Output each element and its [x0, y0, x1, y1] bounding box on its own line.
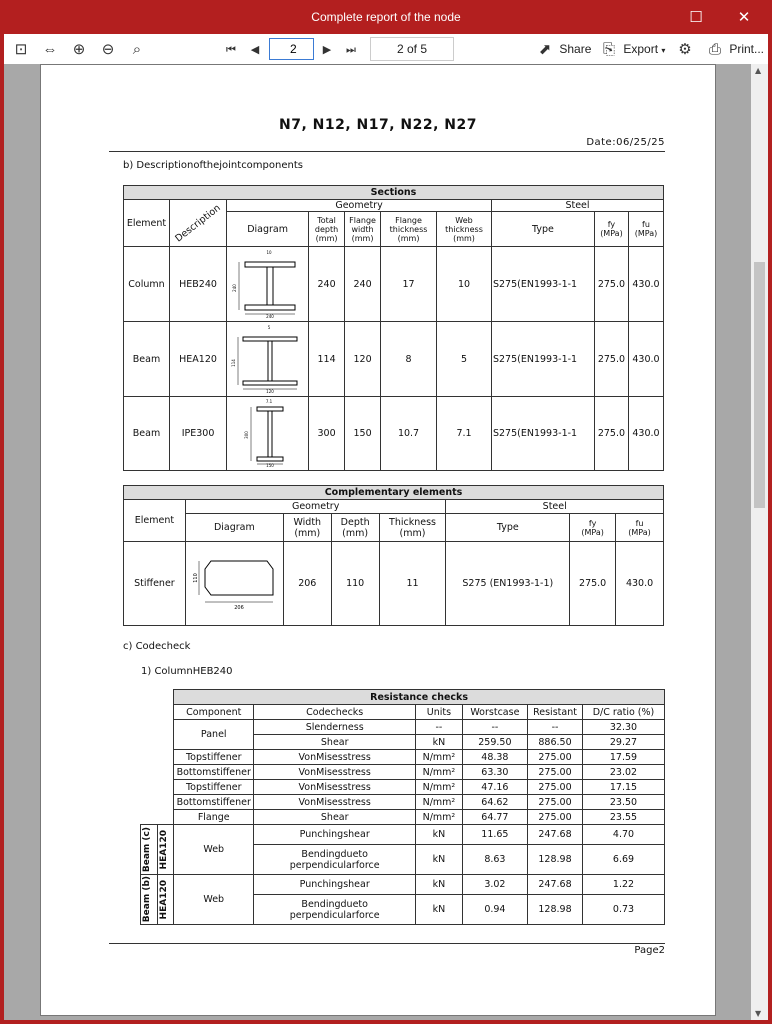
cell-units: N/mm² [416, 780, 463, 795]
col-dc-ratio: D/C ratio (%) [583, 705, 665, 720]
col-element: Element [124, 200, 170, 247]
col-units: Units [416, 705, 463, 720]
cell-component: Flange [174, 810, 254, 825]
col-fy: fy (MPa) [594, 212, 628, 247]
resistance-caption: Resistance checks [174, 690, 665, 705]
cell-component: Web [174, 875, 254, 925]
cell-fy: 275.0 [594, 322, 628, 397]
col-component: Component [174, 705, 254, 720]
cell-check: Shear [254, 810, 416, 825]
sections-table [123, 185, 664, 471]
col-depth: Depth (mm) [331, 514, 379, 542]
svg-text:150: 150 [265, 463, 274, 467]
subsection-heading: 1) ColumnHEB240 [141, 666, 233, 677]
cell-flange-thickness: 8 [381, 322, 437, 397]
share-button[interactable] [534, 37, 591, 61]
svg-text:120: 120 [265, 388, 274, 393]
group-label-beam-b: Beam (b) [141, 875, 158, 925]
col-total-depth: Total depth (mm) [309, 212, 345, 247]
hsection-diagram [227, 397, 309, 471]
table-row [124, 397, 664, 471]
svg-text:10: 10 [266, 249, 272, 255]
table-row [124, 247, 664, 322]
export-button[interactable] [598, 37, 665, 61]
cell-type: S275(EN1993-1-1 [491, 247, 594, 322]
cell-dc: 0.73 [583, 895, 665, 925]
col-description: Description [169, 200, 226, 247]
cell-total-depth: 240 [309, 247, 345, 322]
cell-component: Panel [174, 720, 254, 750]
export-label: Export [623, 42, 659, 56]
window-title: Complete report of the node [311, 10, 461, 24]
cell-resistant: 275.00 [528, 795, 583, 810]
cell-resistant: 886.50 [528, 735, 583, 750]
cell-resistant: 275.00 [528, 780, 583, 795]
cell-component: Topstiffener [174, 780, 254, 795]
table-row [141, 780, 665, 795]
cell-width: 206 [283, 542, 331, 626]
svg-text:7.1: 7.1 [265, 399, 272, 404]
cell-units: N/mm² [416, 765, 463, 780]
scroll-down-icon[interactable]: ▼ [755, 1009, 762, 1018]
report-date: Date:06/25/25 [586, 137, 665, 148]
table-row [141, 750, 665, 765]
zoom-select-icon[interactable]: ⌕ [132, 40, 142, 58]
cell-worst: 64.62 [462, 795, 527, 810]
section-c-heading: c) Codecheck [123, 641, 191, 652]
cell-type: S275(EN1993-1-1 [491, 397, 594, 471]
svg-text:300: 300 [243, 431, 249, 439]
cell-check: Bendingdueto perpendicularforce [254, 895, 416, 925]
hsection-diagram [227, 247, 309, 322]
vertical-scrollbar[interactable] [751, 64, 768, 1020]
cell-check: VonMisesstress [254, 765, 416, 780]
svg-text:114: 114 [230, 358, 236, 367]
cell-units: kN [416, 895, 463, 925]
cell-resistant: 247.68 [528, 825, 583, 845]
col-fu: fu (MPa) [616, 514, 664, 542]
cell-depth: 110 [331, 542, 379, 626]
cell-resistant: 128.98 [528, 845, 583, 875]
cell-total-depth: 114 [309, 322, 345, 397]
cell-element: Column [124, 247, 170, 322]
report-title: N7, N12, N17, N22, N27 [278, 117, 478, 133]
group-label-beam-c: Beam (c) [141, 825, 158, 875]
cell-check: VonMisesstress [254, 780, 416, 795]
cell-web-thickness: 7.1 [437, 397, 492, 471]
print-label: Print... [729, 42, 765, 56]
table-row [141, 810, 665, 825]
cell-units: N/mm² [416, 795, 463, 810]
cell-web-thickness: 10 [437, 247, 492, 322]
cell-element: Beam [124, 322, 170, 397]
cell-check: Shear [254, 735, 416, 750]
cell-worst: 259.50 [462, 735, 527, 750]
cell-web-thickness: 5 [437, 322, 492, 397]
cell-flange-width: 240 [345, 247, 381, 322]
print-button[interactable] [704, 37, 764, 61]
col-flange-width: Flange width (mm) [345, 212, 381, 247]
cell-dc: 32.30 [583, 720, 665, 735]
cell-resistant: 275.00 [528, 750, 583, 765]
page-label: Page2 [634, 945, 665, 956]
cell-units: N/mm² [416, 750, 463, 765]
col-thickness: Thickness (mm) [379, 514, 446, 542]
cell-thickness: 11 [379, 542, 446, 626]
share-label: Share [559, 42, 592, 56]
col-type: Type [491, 212, 594, 247]
last-page-icon[interactable]: ⏭ [346, 43, 356, 56]
first-page-icon[interactable]: ⏮ [226, 43, 236, 56]
cell-worst: 8.63 [462, 845, 527, 875]
group-steel: Steel [446, 500, 664, 514]
share-icon: ⬈ [538, 40, 552, 58]
cell-check: VonMisesstress [254, 795, 416, 810]
next-page-icon[interactable]: ▶ [322, 43, 332, 56]
svg-text:110: 110 [193, 573, 200, 583]
previous-page-icon[interactable]: ◀ [250, 43, 260, 56]
cell-dc: 4.70 [583, 825, 665, 845]
header-divider [109, 151, 665, 152]
chevron-down-icon: ▾ [661, 46, 666, 55]
cell-dc: 23.02 [583, 765, 665, 780]
cell-flange-thickness: 17 [381, 247, 437, 322]
col-web-thickness: Web thickness (mm) [437, 212, 492, 247]
cell-dc: 1.22 [583, 875, 665, 895]
cell-fu: 430.0 [616, 542, 664, 626]
settings-icon[interactable]: ⚙ [678, 40, 692, 58]
cell-worst: 64.77 [462, 810, 527, 825]
cell-element: Beam [124, 397, 170, 471]
cell-check: Punchingshear [254, 825, 416, 845]
cell-resistant: 275.00 [528, 810, 583, 825]
col-width: Width (mm) [283, 514, 331, 542]
cell-resistant: -- [528, 720, 583, 735]
zoom-out-icon[interactable]: ⊖ [101, 40, 115, 58]
cell-flange-width: 150 [345, 397, 381, 471]
title-bar [0, 0, 772, 34]
table-row [141, 795, 665, 810]
complementary-table [123, 485, 664, 626]
col-fy: fy (MPa) [570, 514, 616, 542]
group-geometry: Geometry [185, 500, 446, 514]
cell-fy: 275.0 [570, 542, 616, 626]
cell-element: Stiffener [124, 542, 186, 626]
cell-resistant: 247.68 [528, 875, 583, 895]
toolbar [4, 34, 768, 64]
cell-fy: 275.0 [594, 397, 628, 471]
col-diagram: Diagram [227, 212, 309, 247]
close-icon[interactable]: ✕ [737, 8, 751, 26]
cell-check: VonMisesstress [254, 750, 416, 765]
cell-check: Bendingdueto perpendicularforce [254, 845, 416, 875]
maximize-icon[interactable]: ☐ [689, 8, 703, 26]
group-steel: Steel [491, 200, 663, 212]
cell-worst: 0.94 [462, 895, 527, 925]
cell-units: kN [416, 825, 463, 845]
cell-check: Slenderness [254, 720, 416, 735]
cell-resistant: 275.00 [528, 765, 583, 780]
cell-worst: 3.02 [462, 875, 527, 895]
cell-dc: 23.55 [583, 810, 665, 825]
cell-worst: 47.16 [462, 780, 527, 795]
zoom-in-icon[interactable]: ⊕ [72, 40, 86, 58]
fit-width-icon[interactable]: ⇔ [42, 40, 58, 58]
table-row [124, 322, 664, 397]
group-geometry: Geometry [227, 200, 492, 212]
col-resistant: Resistant [528, 705, 583, 720]
col-codechecks: Codechecks [254, 705, 416, 720]
cell-worst: 63.30 [462, 765, 527, 780]
cell-type: S275(EN1993-1-1 [491, 322, 594, 397]
svg-text:240: 240 [231, 283, 237, 292]
footer-divider [109, 943, 665, 944]
col-flange-thickness: Flange thickness (mm) [381, 212, 437, 247]
cell-units: N/mm² [416, 810, 463, 825]
cell-worst: -- [462, 720, 527, 735]
cell-description: HEB240 [169, 247, 226, 322]
cell-dc: 17.15 [583, 780, 665, 795]
cell-dc: 6.69 [583, 845, 665, 875]
col-type: Type [446, 514, 570, 542]
complementary-caption: Complementary elements [124, 486, 664, 500]
cell-total-depth: 300 [309, 397, 345, 471]
sections-caption: Sections [124, 186, 664, 200]
col-element: Element [124, 500, 186, 542]
svg-text:206: 206 [234, 605, 245, 611]
table-row: Beam (c) HEA120 Web Punchingshear kN 11.65 247.68 4.70 [141, 825, 665, 845]
hsection-diagram [227, 322, 309, 397]
cell-fu: 430.0 [628, 322, 663, 397]
cell-flange-thickness: 10.7 [381, 397, 437, 471]
cell-type: S275 (EN1993-1-1) [446, 542, 570, 626]
table-row [141, 720, 665, 735]
cell-flange-width: 120 [345, 322, 381, 397]
page-count: 2 of 5 [370, 37, 454, 61]
svg-text:5: 5 [267, 324, 270, 330]
cell-description: HEA120 [169, 322, 226, 397]
table-row: Beam (b) HEA120 Web Punchingshear kN 3.02 247.68 1.22 [141, 875, 665, 895]
stiffener-diagram [185, 542, 283, 626]
report-page [40, 64, 716, 1016]
cell-dc: 17.59 [583, 750, 665, 765]
export-icon: ⎘ [602, 40, 615, 58]
section-b-heading: b) Descriptionofthejointcomponents [123, 160, 303, 171]
cell-dc: 23.50 [583, 795, 665, 810]
col-diagram: Diagram [185, 514, 283, 542]
cell-component: Bottomstiffener [174, 795, 254, 810]
cell-description: IPE300 [169, 397, 226, 471]
cell-dc: 29.27 [583, 735, 665, 750]
col-fu: fu (MPa) [628, 212, 663, 247]
cell-check: Punchingshear [254, 875, 416, 895]
table-row [124, 542, 664, 626]
page-number-input[interactable] [269, 38, 314, 60]
cell-worst: 11.65 [462, 825, 527, 845]
cell-component: Bottomstiffener [174, 765, 254, 780]
cell-fy: 275.0 [594, 247, 628, 322]
svg-text:240: 240 [265, 313, 274, 318]
cell-fu: 430.0 [628, 397, 663, 471]
cell-units: kN [416, 875, 463, 895]
resistance-table [140, 689, 665, 925]
cell-resistant: 128.98 [528, 895, 583, 925]
cell-fu: 430.0 [628, 247, 663, 322]
cell-component: Topstiffener [174, 750, 254, 765]
cell-units: kN [416, 735, 463, 750]
cell-units: -- [416, 720, 463, 735]
scroll-up-icon[interactable]: ▲ [755, 66, 762, 75]
scrollbar-thumb[interactable] [754, 262, 765, 508]
document-viewer[interactable] [4, 64, 768, 1020]
table-row [141, 765, 665, 780]
cell-worst: 48.38 [462, 750, 527, 765]
printer-icon: ⎙ [708, 40, 721, 58]
cell-units: kN [416, 845, 463, 875]
zoom-page-icon[interactable]: ⊡ [14, 40, 28, 58]
cell-component: Web [174, 825, 254, 875]
col-worstcase: Worstcase [462, 705, 527, 720]
